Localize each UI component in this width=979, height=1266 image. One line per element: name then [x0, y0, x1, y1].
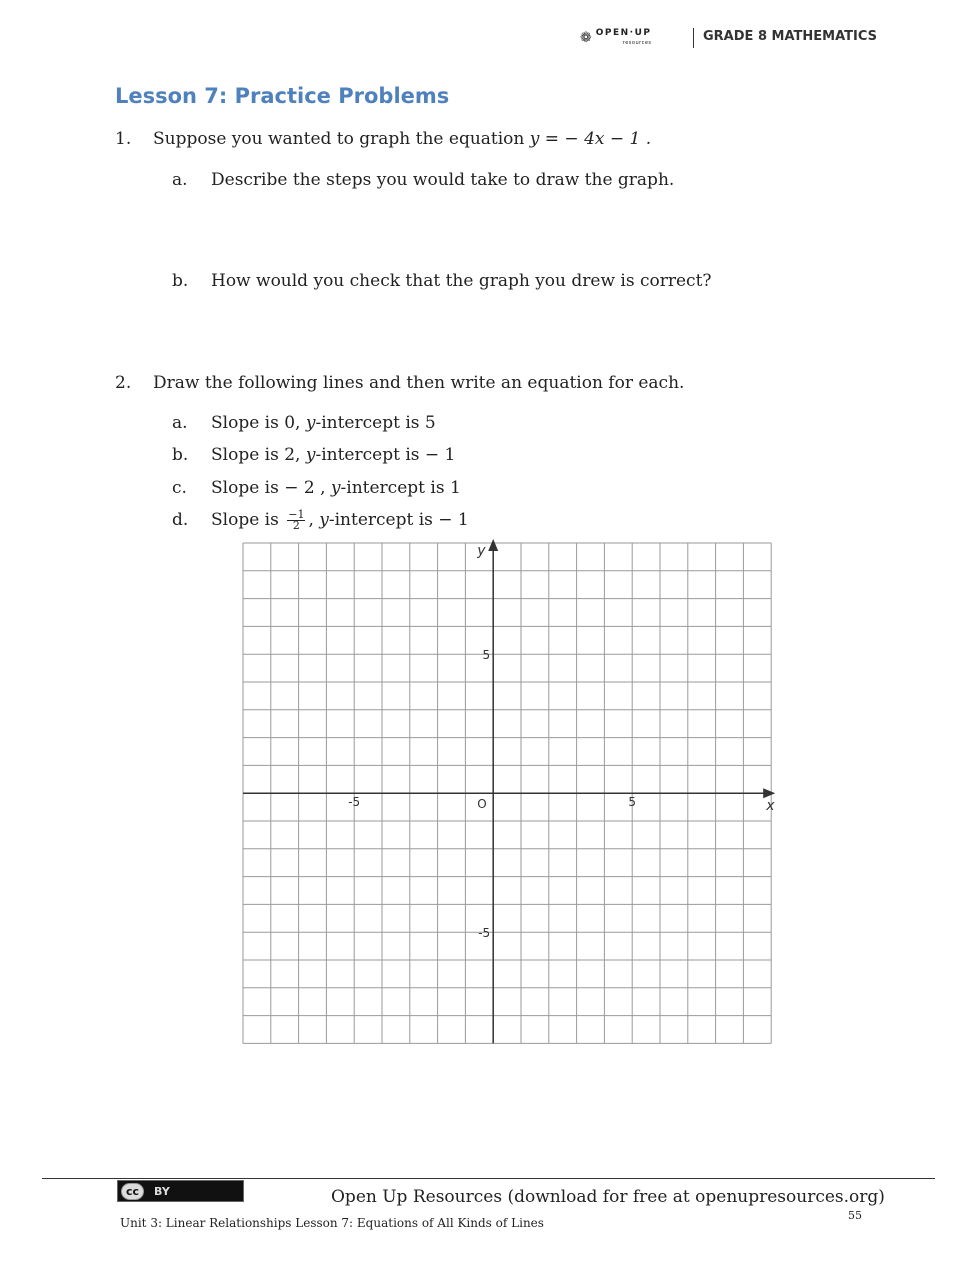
logo-name: OPEN·UP: [595, 28, 652, 38]
problem-1b-label: b.: [172, 271, 189, 291]
coordinate-grid[interactable]: [236, 536, 784, 1048]
problem-2a-text: [211, 413, 436, 433]
footer-divider: [42, 1178, 935, 1179]
part-comma: ,: [308, 510, 314, 530]
x-axis-arrow: [763, 788, 775, 798]
part-var: y: [305, 413, 316, 433]
y-axis-label: y: [477, 543, 486, 559]
publisher-logo: [580, 28, 652, 48]
x-axis-label: x: [766, 798, 775, 815]
problem-1-prompt: Suppose you wanted to graph the equation: [153, 129, 525, 149]
part-prefix: Slope is − 2 ,: [211, 478, 326, 498]
problem-2b-label: b.: [172, 445, 189, 465]
fraction-numerator: −1: [288, 508, 305, 521]
part-suffix: -intercept is − 1: [315, 445, 456, 465]
problem-1b-text: How would you check that the graph you drew is correct?: [211, 271, 712, 291]
part-suffix: -intercept is 5: [315, 413, 436, 433]
tick-labels: [348, 648, 636, 940]
problem-2d-text: [211, 510, 469, 531]
cc-by-label: BY: [154, 1184, 170, 1198]
part-prefix: Slope is: [211, 510, 279, 530]
x-tick-label: 5: [628, 795, 637, 810]
problem-2-number: 2.: [115, 373, 132, 393]
part-prefix: Slope is 0,: [211, 413, 301, 433]
problem-1a-label: a.: [172, 170, 188, 190]
page-title: Lesson 7: Practice Problems: [115, 84, 450, 108]
part-prefix: Slope is 2,: [211, 445, 301, 465]
problem-1-equation: y = − 4x − 1 .: [529, 129, 652, 149]
header-divider: [693, 28, 694, 48]
problem-2-text: Draw the following lines and then write an equation for each.: [153, 373, 685, 393]
page-number: 55: [848, 1209, 862, 1222]
part-var: y: [319, 510, 329, 530]
problem-2c-text: [211, 478, 461, 498]
problem-1a-text: Describe the steps you would take to draw the graph.: [211, 170, 675, 190]
part-var: y: [305, 445, 316, 465]
slope-fraction: [287, 510, 305, 531]
x-tick-label: -5: [348, 795, 361, 810]
problem-2b-text: [211, 445, 455, 465]
bee-icon: ❁: [580, 30, 592, 46]
axes: [243, 539, 775, 1043]
y-axis-arrow: [488, 539, 498, 551]
problem-2c-label: c.: [172, 478, 187, 498]
part-suffix: -intercept is − 1: [328, 510, 469, 530]
fraction-denominator: 2: [292, 519, 300, 532]
footer-attribution: Open Up Resources (download for free at openupresources.org): [331, 1187, 885, 1207]
part-suffix: -intercept is 1: [340, 478, 461, 498]
grade-label: GRADE 8 MATHEMATICS: [703, 29, 877, 44]
logo-sub: resources: [622, 40, 652, 46]
origin-label: O: [477, 797, 487, 812]
cc-license-badge[interactable]: [117, 1180, 244, 1202]
problem-2d-label: d.: [172, 510, 189, 530]
problem-1-text: [153, 129, 651, 149]
logo-text: [596, 28, 652, 48]
problem-2a-label: a.: [172, 413, 188, 433]
cc-icon: cc: [121, 1183, 144, 1200]
y-tick-label: -5: [478, 926, 491, 941]
y-tick-label: 5: [482, 648, 491, 663]
problem-1-number: 1.: [115, 129, 132, 149]
part-var: y: [330, 478, 341, 498]
footer-unit-title: Unit 3: Linear Relationships Lesson 7: Equations of All Kinds of Lines: [120, 1216, 544, 1230]
